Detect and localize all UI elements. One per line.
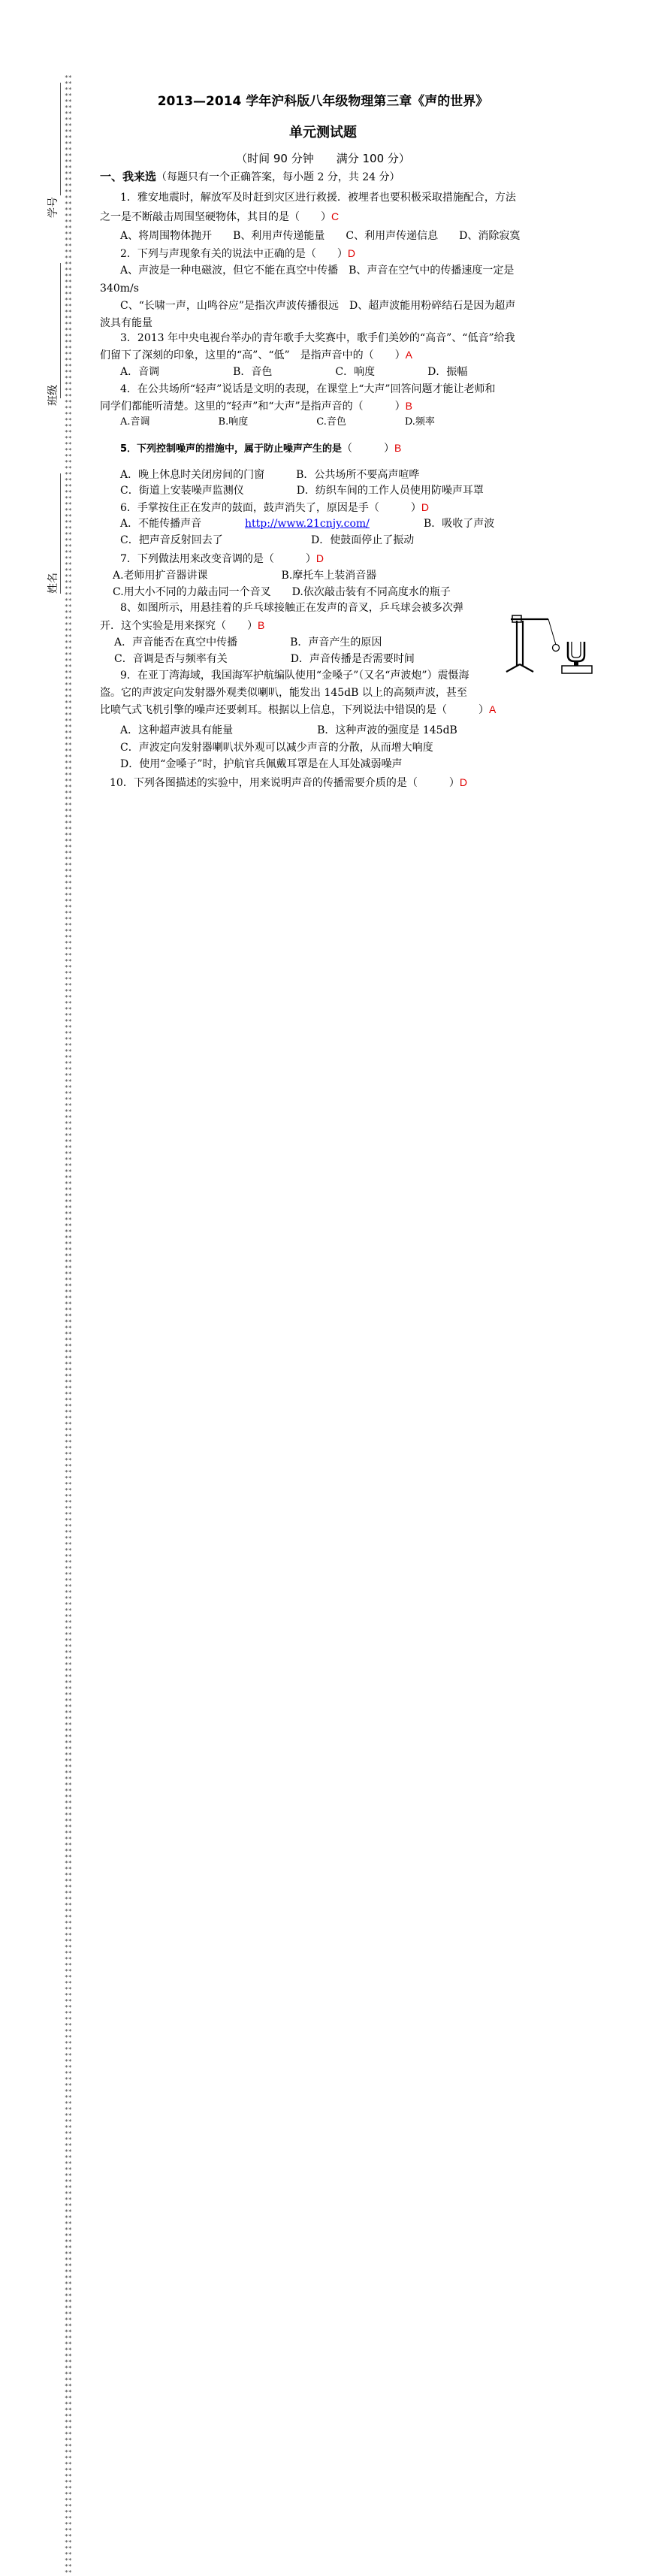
q9-option-d: D．使用“金嗓子”时，护航官兵佩戴耳罩是在人耳处减弱噪声 bbox=[120, 758, 403, 770]
q8-line2 bbox=[100, 618, 264, 633]
q6-option-b: B．吸收了声波 bbox=[424, 518, 495, 530]
time-score-info: （时间 90 分钟 满分 100 分） bbox=[236, 152, 410, 165]
q1-stem-end: 之一是不断敲击周围坚硬物体，其目的是（ ） bbox=[100, 211, 331, 223]
q9-line2: 盗。它的声波定向发射器外观类似喇叭，能发出 145dB 以上的高频声波，甚至 bbox=[100, 687, 467, 699]
q2-option-cd-cont: 波具有能量 bbox=[100, 317, 152, 329]
q8-stem-end: 开．这个实验是用来探究（ ） bbox=[100, 620, 258, 632]
q2-answer: D bbox=[347, 247, 356, 259]
q7-answer: D bbox=[315, 552, 325, 564]
q4-answer: B bbox=[405, 400, 412, 412]
q7-stem: 7．下列做法用来改变音调的是（ ） bbox=[120, 553, 316, 565]
q4-stem-end: 同学们都能听清楚。这里的“轻声”和“大声”是指声音的（ ） bbox=[100, 401, 406, 413]
binding-line-3 bbox=[60, 473, 61, 594]
binding-label-class: 班级 bbox=[47, 385, 59, 406]
q1-answer: C bbox=[331, 210, 340, 222]
q6-option-d: D．使鼓面停止了振动 bbox=[311, 534, 415, 546]
q6-option-c: C．把声音反射回去了 bbox=[120, 534, 223, 546]
q2-option-cd: C、“长啸一声，山鸣谷应”是指次声波传播很远 D、超声波能用粉碎结石是因为超声 bbox=[120, 300, 516, 312]
q9-option-ab: A．这种超声波具有能量 B．这种声波的强度是 145dB bbox=[120, 724, 457, 736]
q3-options: A．音调 B．音色 C．响度 D．振幅 bbox=[120, 366, 468, 378]
q2-stem: 2．下列与声现象有关的说法中正确的是（ ） bbox=[120, 248, 348, 260]
q2-line1 bbox=[120, 246, 355, 262]
q1-line2 bbox=[100, 209, 339, 225]
q7-option-cd: C.用大小不同的力敲击同一个音叉 D.依次敲击装有不同高度水的瓶子 bbox=[113, 586, 451, 598]
q4-line1: 4．在公共场所“轻声”说话是文明的表现，在课堂上“大声”回答问题才能让老师和 bbox=[120, 383, 496, 395]
q9-stem-end: 比喷气式飞机引擎的噪声还要刺耳。根据以上信息，下列说法中错误的是（ ） bbox=[100, 704, 489, 716]
page-subtitle: 单元测试题 bbox=[289, 125, 357, 141]
q3-answer: A bbox=[405, 349, 412, 361]
binding-star-border: **************************************************************************************************************************************************************************************************************************************************************************************************************************************************************************************************************************************************************************************************************************************************************************************************************************************************************************************************************************************************************************************************************************************************************** bbox=[65, 74, 72, 2576]
binding-label-student-id: 学号 bbox=[47, 197, 59, 218]
q2-option-ab: A、声波是一种电磁波，但它不能在真空中传播 B、声音在空气中的传播速度一定是 bbox=[120, 265, 515, 277]
page-title: 2013—2014 学年沪科版八年级物理第三章《声的世界》 bbox=[157, 94, 489, 109]
tuning-fork-figure bbox=[503, 609, 601, 676]
q6-stem: 6．手掌按住正在发声的鼓面，鼓声消失了，原因是手（ ） bbox=[120, 502, 421, 514]
q3-line2 bbox=[100, 347, 412, 363]
q3-stem-end: 们留下了深刻的印象，这里的“高”、“低” 是指声音中的（ ） bbox=[100, 349, 406, 361]
q6-line1 bbox=[120, 500, 429, 516]
q8-line1: 8、如图所示，用悬挂着的乒乓球接触正在发声的音叉，乒乓球会被多次弹 bbox=[120, 602, 463, 614]
q7-option-ab: A.老师用扩音器讲课 B.摩托车上装消音器 bbox=[113, 570, 377, 582]
q8-option-ab: A．声音能否在真空中传播 B．声音产生的原因 bbox=[114, 636, 382, 649]
q10-answer: D bbox=[459, 776, 467, 788]
section-heading bbox=[100, 169, 400, 185]
q9-option-c: C．声波定向发射器喇叭状外观可以减少声音的分散，从而增大响度 bbox=[120, 742, 433, 754]
section-note: （每题只有一个正确答案，每小题 2 分，共 24 分） bbox=[156, 171, 400, 183]
q10-line1 bbox=[110, 775, 467, 791]
q6-watermark-link[interactable]: http://www.21cnjy.com/ bbox=[245, 518, 370, 530]
q2-option-ab-cont: 340m/s bbox=[100, 283, 139, 295]
q9-line3 bbox=[100, 702, 496, 718]
q5-option-cd: C．街道上安装噪声监测仪 D．纺织车间的工作人员使用防噪声耳罩 bbox=[120, 485, 484, 497]
binding-label-name: 姓名 bbox=[47, 573, 59, 594]
q5-stem: 5．下列控制噪声的措施中，属于防止噪声产生的是 bbox=[120, 443, 343, 455]
q1-line1: 1．雅安地震时，解放军及时赶到灾区进行救援．被埋者也要积极采取措施配合，方法 bbox=[120, 192, 516, 204]
q8-option-cd: C．音调是否与频率有关 D．声音传播是否需要时间 bbox=[114, 653, 415, 665]
q9-answer: A bbox=[489, 703, 497, 715]
q9-line1: 9．在亚丁湾海域，我国海军护航编队使用“金嗓子”（又名“声波炮”）震慑海 bbox=[120, 670, 469, 682]
q6-answer: D bbox=[421, 501, 430, 513]
q1-options: A、将周围物体抛开 B、利用声传递能量 C、利用声传递信息 D、消除寂寞 bbox=[120, 230, 521, 242]
q4-options: A.音调 B.响度 C.音色 D.频率 bbox=[120, 416, 435, 428]
q10-stem: 10．下列各图描述的实验中，用来说明声音的传播需要介质的是（ ） bbox=[110, 777, 460, 789]
q4-line2 bbox=[100, 398, 412, 414]
q5-option-ab: A．晚上休息时关闭房间的门窗 B．公共场所不要高声喧哗 bbox=[120, 469, 420, 481]
q5-line1 bbox=[120, 440, 401, 457]
q5-brackets: （ ） bbox=[342, 443, 395, 455]
q8-answer: B bbox=[258, 619, 265, 631]
section-title: 一、我来选 bbox=[100, 170, 157, 183]
q7-line1 bbox=[120, 551, 324, 567]
q3-line1: 3．2013 年中央电视台举办的青年歌手大奖赛中，歌手们美妙的“高音”、“低音”给我 bbox=[120, 332, 515, 344]
q6-option-a: A．不能传播声音 bbox=[120, 518, 202, 530]
q5-answer: B bbox=[394, 442, 402, 454]
binding-line-2 bbox=[60, 263, 61, 398]
